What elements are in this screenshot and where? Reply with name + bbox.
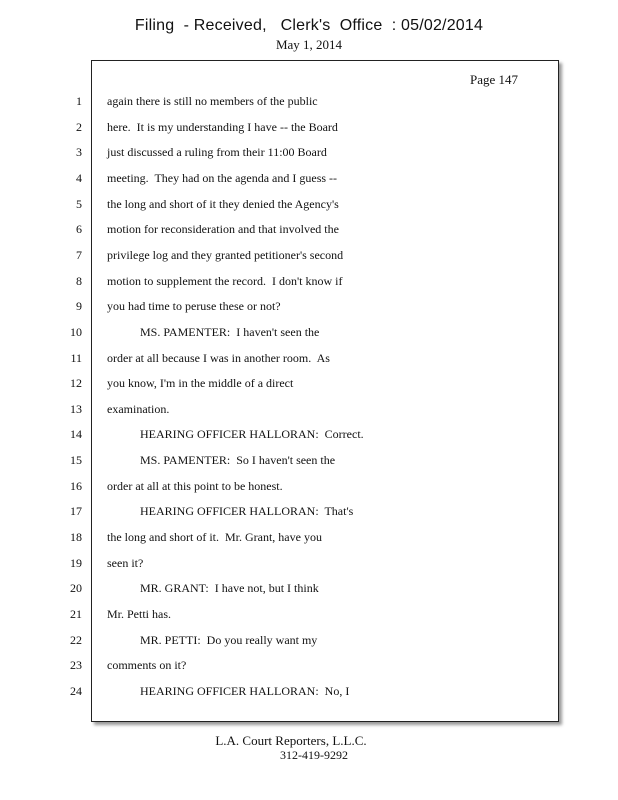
line-number: 16 bbox=[70, 479, 82, 493]
transcript-line: examination. bbox=[107, 402, 170, 416]
transcript-line: you know, I'm in the middle of a direct bbox=[107, 376, 294, 390]
transcript-line: again there is still no members of the public bbox=[107, 94, 318, 108]
transcript-line: HEARING OFFICER HALLORAN: That's bbox=[107, 504, 354, 518]
line-number: 24 bbox=[70, 684, 82, 698]
line-number: 20 bbox=[70, 581, 82, 595]
line-number: 14 bbox=[70, 427, 82, 441]
transcript-line: MS. PAMENTER: I haven't seen the bbox=[107, 325, 320, 339]
line-number: 23 bbox=[70, 658, 82, 672]
transcript-line: MS. PAMENTER: So I haven't seen the bbox=[107, 453, 336, 467]
line-number: 21 bbox=[70, 607, 82, 621]
line-number: 5 bbox=[76, 197, 82, 211]
transcript-line: seen it? bbox=[107, 556, 144, 570]
line-number: 6 bbox=[76, 222, 82, 236]
transcript-line: meeting. They had on the agenda and I guess -- bbox=[107, 171, 338, 185]
header-date: May 1, 2014 bbox=[275, 37, 343, 52]
transcript-line: privilege log and they granted petitioner's second bbox=[107, 248, 344, 262]
line-number: 3 bbox=[76, 145, 82, 159]
transcript-line: HEARING OFFICER HALLORAN: No, I bbox=[107, 684, 350, 698]
transcript-line: Mr. Petti has. bbox=[107, 607, 172, 621]
line-number: 17 bbox=[70, 504, 82, 518]
transcript-line: MR. PETTI: Do you really want my bbox=[107, 633, 318, 647]
transcript-line: motion to supplement the record. I don't know if bbox=[107, 274, 343, 288]
line-number: 10 bbox=[70, 325, 82, 339]
line-number: 9 bbox=[76, 299, 82, 313]
transcript-line: MR. GRANT: I have not, but I think bbox=[107, 581, 319, 595]
line-number: 19 bbox=[70, 556, 82, 570]
footer-phone: 312-419-9292 bbox=[280, 748, 348, 762]
transcript-line: order at all at this point to be honest. bbox=[107, 479, 283, 493]
line-number: 11 bbox=[70, 351, 82, 365]
transcript-line: the long and short of it. Mr. Grant, have you bbox=[107, 530, 322, 544]
footer-company: L.A. Court Reporters, L.L.C. bbox=[215, 733, 367, 748]
transcript-line: comments on it? bbox=[107, 658, 187, 672]
transcript-line: you had time to peruse these or not? bbox=[107, 299, 281, 313]
line-number: 15 bbox=[70, 453, 82, 467]
transcript-line: the long and short of it they denied the Agency's bbox=[107, 197, 339, 211]
line-number: 2 bbox=[76, 120, 82, 134]
transcript-line: motion for reconsideration and that involved the bbox=[107, 222, 339, 236]
filing-stamp: Filing - Received, Clerk's Office : 05/02/2014 bbox=[134, 17, 484, 34]
line-number: 13 bbox=[70, 402, 82, 416]
transcript-line: just discussed a ruling from their 11:00 Board bbox=[107, 145, 327, 159]
line-number: 22 bbox=[70, 633, 82, 647]
line-number: 12 bbox=[70, 376, 82, 390]
line-number: 1 bbox=[76, 94, 82, 108]
line-number: 7 bbox=[76, 248, 82, 262]
transcript-line: HEARING OFFICER HALLORAN: Correct. bbox=[107, 427, 364, 441]
line-number: 4 bbox=[76, 171, 82, 185]
line-number: 18 bbox=[70, 530, 82, 544]
line-number: 8 bbox=[76, 274, 82, 288]
transcript-line: here. It is my understanding I have -- the Board bbox=[107, 120, 338, 134]
page-number: Page 147 bbox=[470, 72, 519, 87]
transcript-line: order at all because I was in another room. As bbox=[107, 351, 330, 365]
